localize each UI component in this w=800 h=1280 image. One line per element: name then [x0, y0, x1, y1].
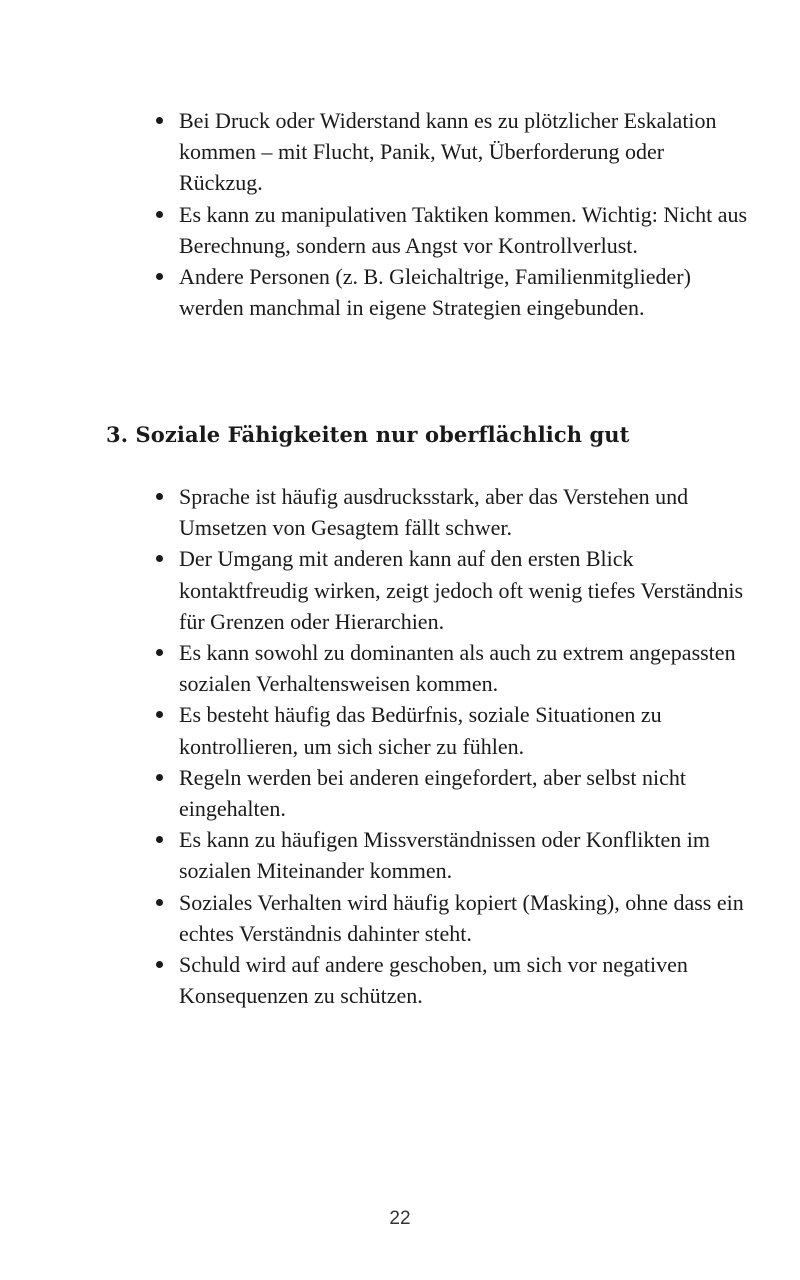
list-item [150, 824, 750, 886]
list-item-text: Schuld wird auf andere geschoben, um sich vor negativen Konsequenzen zu schützen. [179, 952, 688, 1009]
list-item [150, 699, 750, 761]
bullet-dot-icon [156, 836, 163, 843]
list-item-text: Es kann zu häufigen Missverständnissen oder Konflikten im sozialen Miteinander kommen. [179, 827, 710, 884]
list-item [150, 762, 750, 824]
list-item-text: Bei Druck oder Widerstand kann es zu plötzlicher Eskalation kommen – mit Flucht, Panik, Wut, Überforderung oder Rückzug. [179, 108, 717, 196]
list-item-text: Es kann zu manipulativen Taktiken kommen. Wichtig: Nicht aus Berechnung, sondern aus Angst vor Kontrollverlust. [179, 201, 748, 258]
bullet-list-escalation [150, 105, 750, 323]
list-item [150, 543, 750, 637]
list-item [150, 199, 750, 261]
list-item-text: Regeln werden bei anderen eingefordert, aber selbst nicht eingehalten. [179, 764, 687, 822]
bullet-dot-icon [156, 649, 163, 656]
bullet-list-social-skills [150, 481, 750, 1011]
bullet-dot-icon [156, 899, 163, 906]
list-item [150, 949, 750, 1011]
bullet-dot-icon [156, 211, 163, 218]
bullet-dot-icon [156, 273, 163, 280]
bullet-dot-icon [156, 555, 163, 562]
list-item [150, 887, 750, 949]
bullet-dot-icon [156, 117, 163, 124]
list-item-text: Der Umgang mit anderen kann auf den ersten Blick kontaktfreudig wirken, zeigt jedoch oft wenig tiefes Verständnis für Grenzen oder Hierarchien. [179, 546, 744, 634]
bullet-dot-icon [156, 711, 163, 718]
list-item-text: Sprache ist häufig ausdrucksstark, aber das Verstehen und Umsetzen von Gesagtem fällt schwer. [179, 484, 689, 541]
list-item [150, 105, 750, 199]
bullet-dot-icon [156, 774, 163, 781]
list-item [150, 261, 750, 323]
bullet-dot-icon [156, 961, 163, 968]
list-item [150, 481, 750, 543]
list-item-text: Es besteht häufig das Bedürfnis, soziale Situationen zu kontrollieren, um sich sicher zu fühlen. [179, 702, 662, 759]
list-item [150, 637, 750, 699]
bullet-dot-icon [156, 493, 163, 500]
list-item-text: Soziales Verhalten wird häufig kopiert (Masking), ohne dass ein echtes Verständnis dahinter steht. [179, 889, 744, 946]
list-item-text: Es kann sowohl zu dominanten als auch zu extrem angepassten sozialen Verhaltensweisen kommen. [179, 640, 736, 697]
list-item-text: Andere Personen (z. B. Gleichaltrige, Familienmitglieder) werden manchmal in eigene Strategien eingebunden. [179, 264, 691, 321]
section-heading: 3. Soziale Fähigkeiten nur oberflächlich gut [106, 422, 630, 447]
page-number: 22 [389, 1208, 411, 1229]
